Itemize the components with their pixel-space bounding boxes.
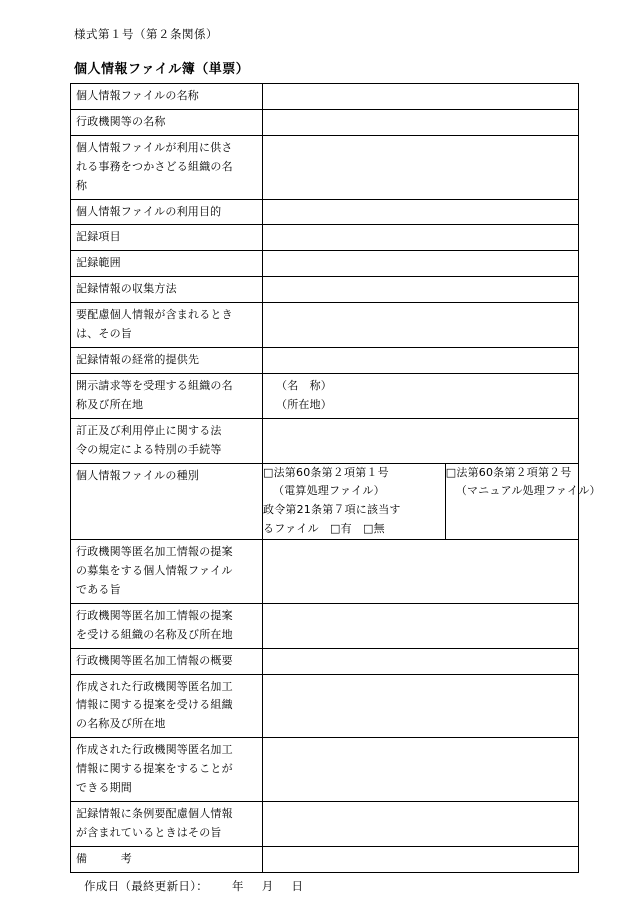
row-label-special-procedures bbox=[71, 418, 263, 463]
row-label-anonymous-info-summary bbox=[71, 648, 263, 674]
row-value-remarks[interactable] bbox=[263, 846, 579, 872]
label-line: 情報に関する提案をすることが bbox=[76, 762, 233, 776]
row-label-remarks bbox=[71, 846, 263, 872]
value-line-name: （名 称） bbox=[276, 378, 332, 392]
row-value-agency-name[interactable] bbox=[263, 109, 579, 135]
row-value-created-proposal-office[interactable] bbox=[263, 674, 579, 738]
label-text: 記録範囲 bbox=[76, 256, 121, 270]
label-text bbox=[76, 607, 258, 645]
row-label-sensitive-info bbox=[71, 303, 263, 348]
creation-date-month[interactable]: 月 bbox=[261, 878, 274, 893]
row-label-organization-in-charge bbox=[71, 135, 263, 199]
row-value-special-procedures[interactable] bbox=[263, 418, 579, 463]
creation-date-day[interactable]: 日 bbox=[291, 878, 304, 893]
table-row bbox=[71, 648, 579, 674]
row-label-file-kind bbox=[71, 463, 263, 540]
table-row bbox=[71, 135, 579, 199]
table-row bbox=[71, 251, 579, 277]
row-label-disclosure-office bbox=[71, 373, 263, 418]
file-kind-row bbox=[263, 464, 578, 540]
row-label-agency-name bbox=[71, 109, 263, 135]
table-row bbox=[71, 84, 579, 110]
row-label-recorded-scope bbox=[71, 251, 263, 277]
row-label-recorded-items bbox=[71, 225, 263, 251]
label-text: 行政機関等匿名加工情報の概要 bbox=[76, 653, 233, 667]
label-text: 個人情報ファイルの種別 bbox=[76, 468, 199, 482]
row-value-file-name[interactable] bbox=[263, 84, 579, 110]
seirei-line1: 政令第21条第７項に該当す bbox=[263, 503, 401, 517]
checkbox-option-manual[interactable]: □法第60条第２項第２号 bbox=[445, 465, 572, 479]
label-text bbox=[76, 139, 258, 196]
table-row bbox=[71, 603, 579, 648]
label-text: 記録項目 bbox=[76, 230, 121, 244]
label-text bbox=[76, 741, 258, 798]
table-body bbox=[71, 84, 601, 873]
label-line: できる期間 bbox=[76, 781, 132, 795]
label-text: 記録情報の経常的提供先 bbox=[76, 352, 200, 366]
row-value-ordinance-sensitive-info[interactable] bbox=[263, 802, 579, 847]
value-text bbox=[268, 377, 574, 415]
label-line: 記録情報に条例要配慮個人情報 bbox=[76, 807, 233, 820]
label-line: 作成された行政機関等匿名加工 bbox=[76, 743, 233, 757]
row-value-disclosure-office[interactable] bbox=[263, 373, 579, 418]
label-text bbox=[76, 306, 258, 344]
table-row bbox=[71, 199, 579, 225]
checkbox-option-denshi[interactable]: □法第60条第２項第１号 bbox=[263, 465, 389, 479]
table-row bbox=[71, 418, 579, 463]
row-label-purpose-of-use bbox=[71, 199, 263, 225]
label-line: 作成された行政機関等匿名加工 bbox=[76, 679, 233, 693]
file-kind-left-options bbox=[263, 464, 445, 540]
row-value-routine-providers[interactable] bbox=[263, 347, 579, 373]
table-row bbox=[71, 303, 579, 348]
file-kind-left-lines bbox=[263, 464, 445, 540]
table-row-file-kind bbox=[71, 463, 579, 540]
label-text bbox=[76, 805, 258, 843]
file-kind-right-lines bbox=[445, 464, 601, 502]
row-value-created-proposal-period[interactable] bbox=[263, 738, 579, 802]
label-line: は、その旨 bbox=[76, 327, 132, 341]
row-label-created-proposal-office bbox=[71, 674, 263, 738]
form-number: 様式第１号（第２条関係） bbox=[74, 27, 218, 41]
row-label-file-name bbox=[71, 84, 263, 110]
row-value-proposal-receiving-office[interactable] bbox=[263, 603, 579, 648]
label-line: である旨 bbox=[76, 582, 121, 596]
personal-information-file-table bbox=[70, 83, 601, 873]
creation-date-label: 作成日（最終更新日）： bbox=[84, 878, 209, 893]
creation-date-line bbox=[84, 878, 570, 894]
row-label-created-proposal-period bbox=[71, 738, 263, 802]
row-value-file-kind bbox=[263, 463, 601, 540]
label-line: 個人情報ファイルが利用に供さ bbox=[76, 140, 233, 154]
label-line: 開示請求等を受理する組織の名 bbox=[76, 378, 233, 392]
row-label-proposal-receiving-office bbox=[71, 603, 263, 648]
table-row bbox=[71, 846, 579, 872]
row-value-purpose-of-use[interactable] bbox=[263, 199, 579, 225]
label-text: 備 考 bbox=[76, 851, 132, 865]
label-line: が含まれているときはその旨 bbox=[76, 825, 222, 839]
file-kind-body bbox=[263, 464, 601, 540]
table-row bbox=[71, 738, 579, 802]
label-text: 行政機関等の名称 bbox=[76, 114, 166, 128]
label-line: 称 bbox=[76, 178, 88, 192]
row-label-ordinance-sensitive-info bbox=[71, 802, 263, 847]
row-value-recorded-items[interactable] bbox=[263, 225, 579, 251]
label-text bbox=[76, 543, 258, 600]
row-label-anonymous-proposal-solicit bbox=[71, 540, 263, 604]
label-text: 個人情報ファイルの利用目的 bbox=[76, 204, 222, 218]
row-value-organization-in-charge[interactable] bbox=[263, 135, 579, 199]
label-line: 行政機関等匿名加工情報の提案 bbox=[76, 608, 233, 622]
row-label-collection-method bbox=[71, 277, 263, 303]
label-line: 要配慮個人情報が含まれるとき bbox=[76, 308, 233, 322]
checkbox-option-manual-sub: （マニュアル処理ファイル） bbox=[455, 484, 601, 498]
row-value-anonymous-proposal-solicit[interactable] bbox=[263, 540, 579, 604]
row-value-anonymous-info-summary[interactable] bbox=[263, 648, 579, 674]
label-text: 記録情報の収集方法 bbox=[76, 282, 177, 296]
row-label-routine-providers bbox=[71, 347, 263, 373]
table-row bbox=[71, 277, 579, 303]
seirei-line2[interactable]: るファイル □有 □無 bbox=[263, 522, 385, 536]
label-line: の名称及び所在地 bbox=[76, 717, 166, 731]
file-kind-options-table bbox=[263, 464, 601, 540]
label-line: 行政機関等匿名加工情報の提案 bbox=[76, 545, 233, 559]
label-line: 訂正及び利用停止に関する法 bbox=[76, 423, 222, 437]
label-line: の募集をする個人情報ファイル bbox=[76, 564, 233, 578]
table-row bbox=[71, 347, 579, 373]
table-row bbox=[71, 802, 579, 847]
label-line: 情報に関する提案を受ける組織 bbox=[76, 698, 233, 712]
row-value-sensitive-info[interactable] bbox=[263, 303, 579, 348]
label-line: 称及び所在地 bbox=[76, 397, 144, 411]
value-line-address: （所在地） bbox=[276, 397, 332, 411]
table-row bbox=[71, 674, 579, 738]
label-text bbox=[76, 422, 258, 460]
file-kind-right-options bbox=[445, 464, 601, 540]
table-row bbox=[71, 109, 579, 135]
document-title: 個人情報ファイル簿（単票） bbox=[74, 62, 250, 77]
row-value-recorded-scope[interactable] bbox=[263, 251, 579, 277]
table-row bbox=[71, 540, 579, 604]
row-value-collection-method[interactable] bbox=[263, 277, 579, 303]
label-line: 令の規定による特別の手続等 bbox=[76, 442, 222, 456]
label-line: を受ける組織の名称及び所在地 bbox=[76, 627, 233, 641]
label-text bbox=[76, 377, 258, 415]
table-row bbox=[71, 225, 579, 251]
checkbox-option-denshi-sub: （電算処理ファイル） bbox=[273, 484, 385, 498]
label-text bbox=[76, 678, 258, 735]
label-line: れる事務をつかさどる組織の名 bbox=[76, 159, 233, 173]
table-row bbox=[71, 373, 579, 418]
label-text: 個人情報ファイルの名称 bbox=[76, 89, 199, 102]
creation-date-year[interactable]: 年 bbox=[232, 878, 244, 893]
